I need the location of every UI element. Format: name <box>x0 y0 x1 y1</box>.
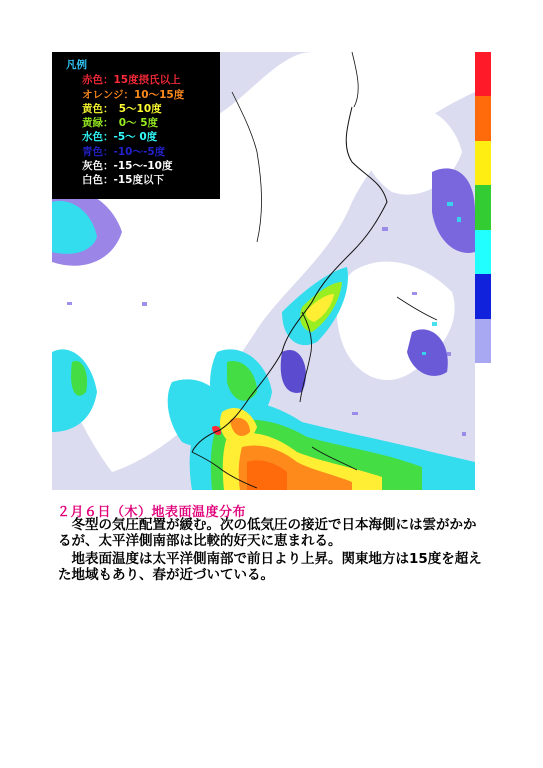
color-scale-swatch <box>475 141 491 185</box>
color-scale-bar <box>475 52 491 363</box>
color-scale-swatch <box>475 96 491 140</box>
legend-entry-orange: オレンジ：10～15度 <box>82 88 185 101</box>
legend-entry-gray: 灰色：-15～-10度 <box>82 160 173 173</box>
legend-entry-white: 白色：-15度以下 <box>82 174 164 187</box>
legend-entry-blue: 青色：-10～-5度 <box>82 145 166 158</box>
caption-title: ２月６日（木）地表面温度分布 <box>57 505 247 520</box>
caption-paragraph: 地表面温度は太平洋側南部で前日より上昇。関東地方は15度を超えた地域もあり、春が近づいている。 <box>58 551 482 583</box>
legend-entry-cyan: 水色：-5～ 0度 <box>82 131 158 144</box>
color-scale-swatch <box>475 230 491 274</box>
legend-entry-yellow: 黄色： 5～10度 <box>82 102 162 115</box>
color-scale-swatch <box>475 274 491 318</box>
color-scale-swatch <box>475 52 491 96</box>
legend-box <box>52 52 220 199</box>
caption-paragraph: 冬型の気圧配置が緩む。次の低気圧の接近で日本海側には雲がかかるが、太平洋側南部は比較的好天に恵まれる。 <box>58 517 477 549</box>
legend-entry-yellow-green: 黄緑： 0～ 5度 <box>82 117 159 130</box>
color-scale-swatch <box>475 319 491 363</box>
color-scale-swatch <box>475 185 491 229</box>
legend-title: 凡例 <box>66 59 87 71</box>
legend-entry-red: 赤色：15度摂氏以上 <box>82 74 181 87</box>
